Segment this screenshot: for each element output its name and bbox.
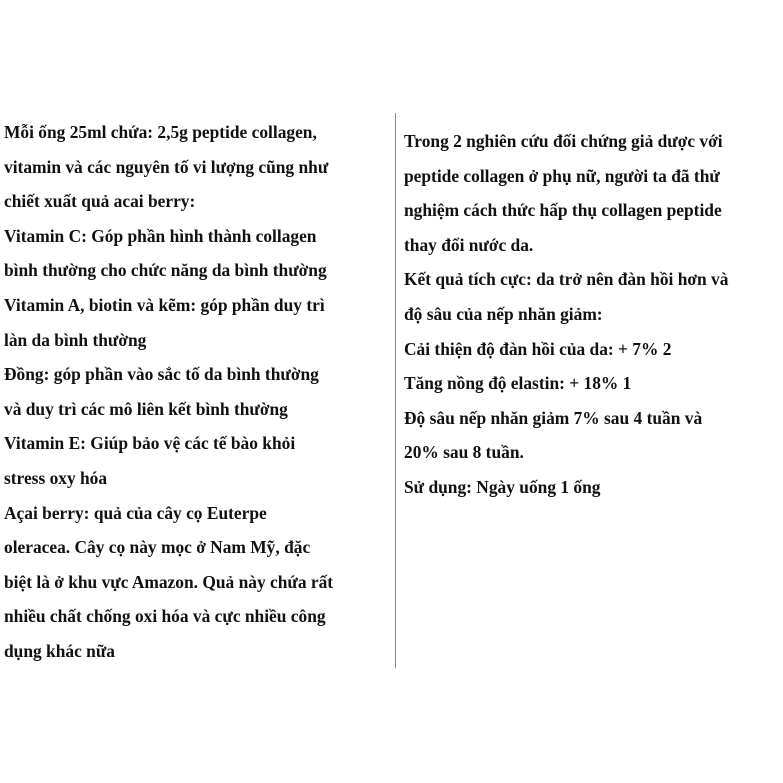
right-line: Sử dụng: Ngày uống 1 ống — [404, 476, 601, 497]
left-line: bình thường cho chức năng da bình thường — [4, 260, 327, 281]
left-line: vitamin và các nguyên tố vi lượng cũng như — [4, 156, 329, 177]
left-line: làn da bình thường — [4, 329, 147, 350]
right-line: peptide collagen ở phụ nữ, người ta đã thử — [404, 165, 720, 186]
left-column — [4, 115, 390, 669]
right-line: Độ sâu nếp nhăn giảm 7% sau 4 tuần và — [404, 407, 703, 428]
left-line: Vitamin A, biotin và kẽm: góp phần duy trì — [4, 294, 325, 315]
right-line: Kết quả tích cực: da trở nên đàn hồi hơn và — [404, 269, 729, 290]
left-line: chiết xuất quả acai berry: — [4, 191, 196, 212]
right-line: độ sâu của nếp nhăn giảm: — [404, 303, 603, 324]
left-line: Açai berry: quả của cây cọ Euterpe — [4, 502, 267, 523]
left-line: Vitamin E: Giúp bảo vệ các tế bào khỏi — [4, 433, 296, 454]
left-line: và duy trì các mô liên kết bình thường — [4, 398, 288, 419]
left-line: Vitamin C: Góp phần hình thành collagen — [4, 225, 317, 246]
left-line: biệt là ở khu vực Amazon. Quả này chứa rất — [4, 571, 334, 592]
column-divider — [395, 113, 396, 668]
left-line: nhiều chất chống oxi hóa và cực nhiều công — [4, 606, 326, 627]
left-line: stress oxy hóa — [4, 467, 108, 488]
right-column — [404, 124, 780, 505]
right-line: nghiệm cách thức hấp thụ collagen peptide — [404, 200, 722, 221]
left-line: Đồng: góp phần vào sắc tố da bình thường — [4, 364, 319, 385]
left-line: Mỗi ống 25ml chứa: 2,5g peptide collagen, — [4, 122, 317, 142]
right-line: Trong 2 nghiên cứu đối chứng giả dược với — [404, 131, 723, 151]
left-line: oleracea. Cây cọ này mọc ở Nam Mỹ, đặc — [4, 537, 311, 558]
right-line: Tăng nồng độ elastin: + 18% 1 — [404, 373, 632, 394]
left-line: dụng khác nữa — [4, 640, 115, 661]
right-line: 20% sau 8 tuần. — [404, 442, 524, 463]
right-line: thay đổi nước da. — [404, 234, 534, 255]
right-line: Cải thiện độ đàn hồi của da: + 7% 2 — [404, 338, 672, 359]
